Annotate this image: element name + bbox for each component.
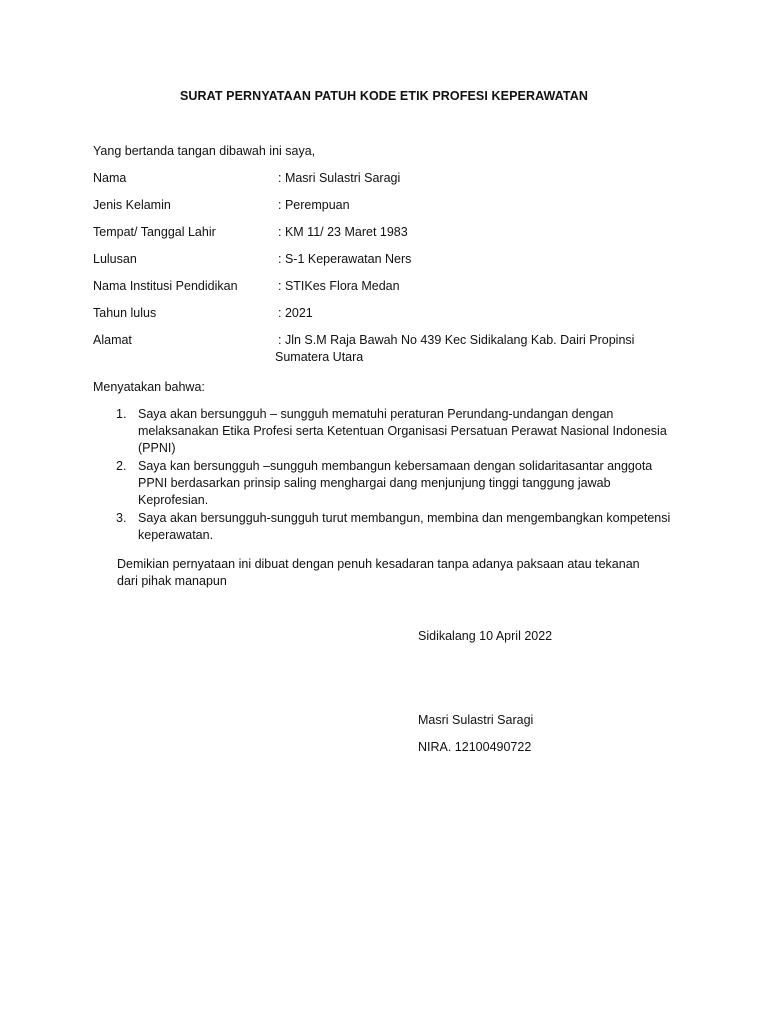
list-text: Saya kan bersungguh –sungguh membangun kebersamaan dengan solidaritasantar anggota PPNI berdasarkan prinsip saling menghargai dang menjunjung tinggi tanggung jawab Keprofesian. <box>138 459 653 507</box>
field-label: Alamat <box>93 333 132 347</box>
field-value: : S-1 Keperawatan Ners <box>278 252 412 266</box>
place-date: Sidikalang 10 April 2022 <box>418 629 553 643</box>
list-text: Saya akan bersungguh – sungguh mematuhi peraturan Perundang-undangan dengan melaksanakan Etika Profesi serta Ketentuan Organisasi Persatuan Perawat Nasional Indonesia (PPNI) <box>138 407 667 455</box>
field-value <box>275 332 678 366</box>
field-label: Lulusan <box>93 252 137 266</box>
field-institusi <box>93 278 693 305</box>
field-jenis-kelamin <box>93 197 693 224</box>
signer-name: Masri Sulastri Saragi <box>418 713 534 727</box>
field-tempat-tanggal-lahir <box>93 224 693 251</box>
nira-number: NIRA. 12100490722 <box>418 740 532 754</box>
intro-text: Yang bertanda tangan dibawah ini saya, <box>93 144 316 158</box>
address-line-2: Sumatera Utara <box>275 350 364 364</box>
document-title: SURAT PERNYATAAN PATUH KODE ETIK PROFESI KEPERAWATAN <box>179 89 588 103</box>
field-value: : 2021 <box>278 306 313 320</box>
field-label: Tempat/ Tanggal Lahir <box>93 225 216 239</box>
statement-list <box>93 406 693 545</box>
declaration-heading: Menyatakan bahwa: <box>93 380 205 394</box>
field-label: Nama <box>93 171 127 185</box>
field-value: : STIKes Flora Medan <box>278 279 400 293</box>
list-number: 2. <box>116 459 127 473</box>
field-label: Nama Institusi Pendidikan <box>93 279 238 293</box>
address-line-1: : Jln S.M Raja Bawah No 439 Kec Sidikalang Kab. Dairi Propinsi <box>278 333 635 347</box>
field-label: Tahun lulus <box>93 306 157 320</box>
field-nama <box>93 170 693 197</box>
closing-paragraph: Demikian pernyataan ini dibuat dengan penuh kesadaran tanpa adanya paksaan atau tekanan dari pihak manapun <box>117 557 640 588</box>
list-item <box>93 458 693 509</box>
field-lulusan <box>93 251 693 278</box>
field-value: : Perempuan <box>278 198 350 212</box>
list-item <box>93 406 693 457</box>
list-item <box>93 510 693 544</box>
field-alamat <box>93 332 693 372</box>
list-number: 1. <box>116 407 127 421</box>
list-number: 3. <box>116 511 127 525</box>
list-text: Saya akan bersungguh-sungguh turut membangun, membina dan mengembangkan kompetensi keperawatan. <box>138 511 671 542</box>
identity-fields <box>93 170 693 372</box>
field-value: : Masri Sulastri Saragi <box>278 171 401 185</box>
field-value: : KM 11/ 23 Maret 1983 <box>278 225 408 239</box>
field-label: Jenis Kelamin <box>93 198 171 212</box>
field-tahun-lulus <box>93 305 693 332</box>
